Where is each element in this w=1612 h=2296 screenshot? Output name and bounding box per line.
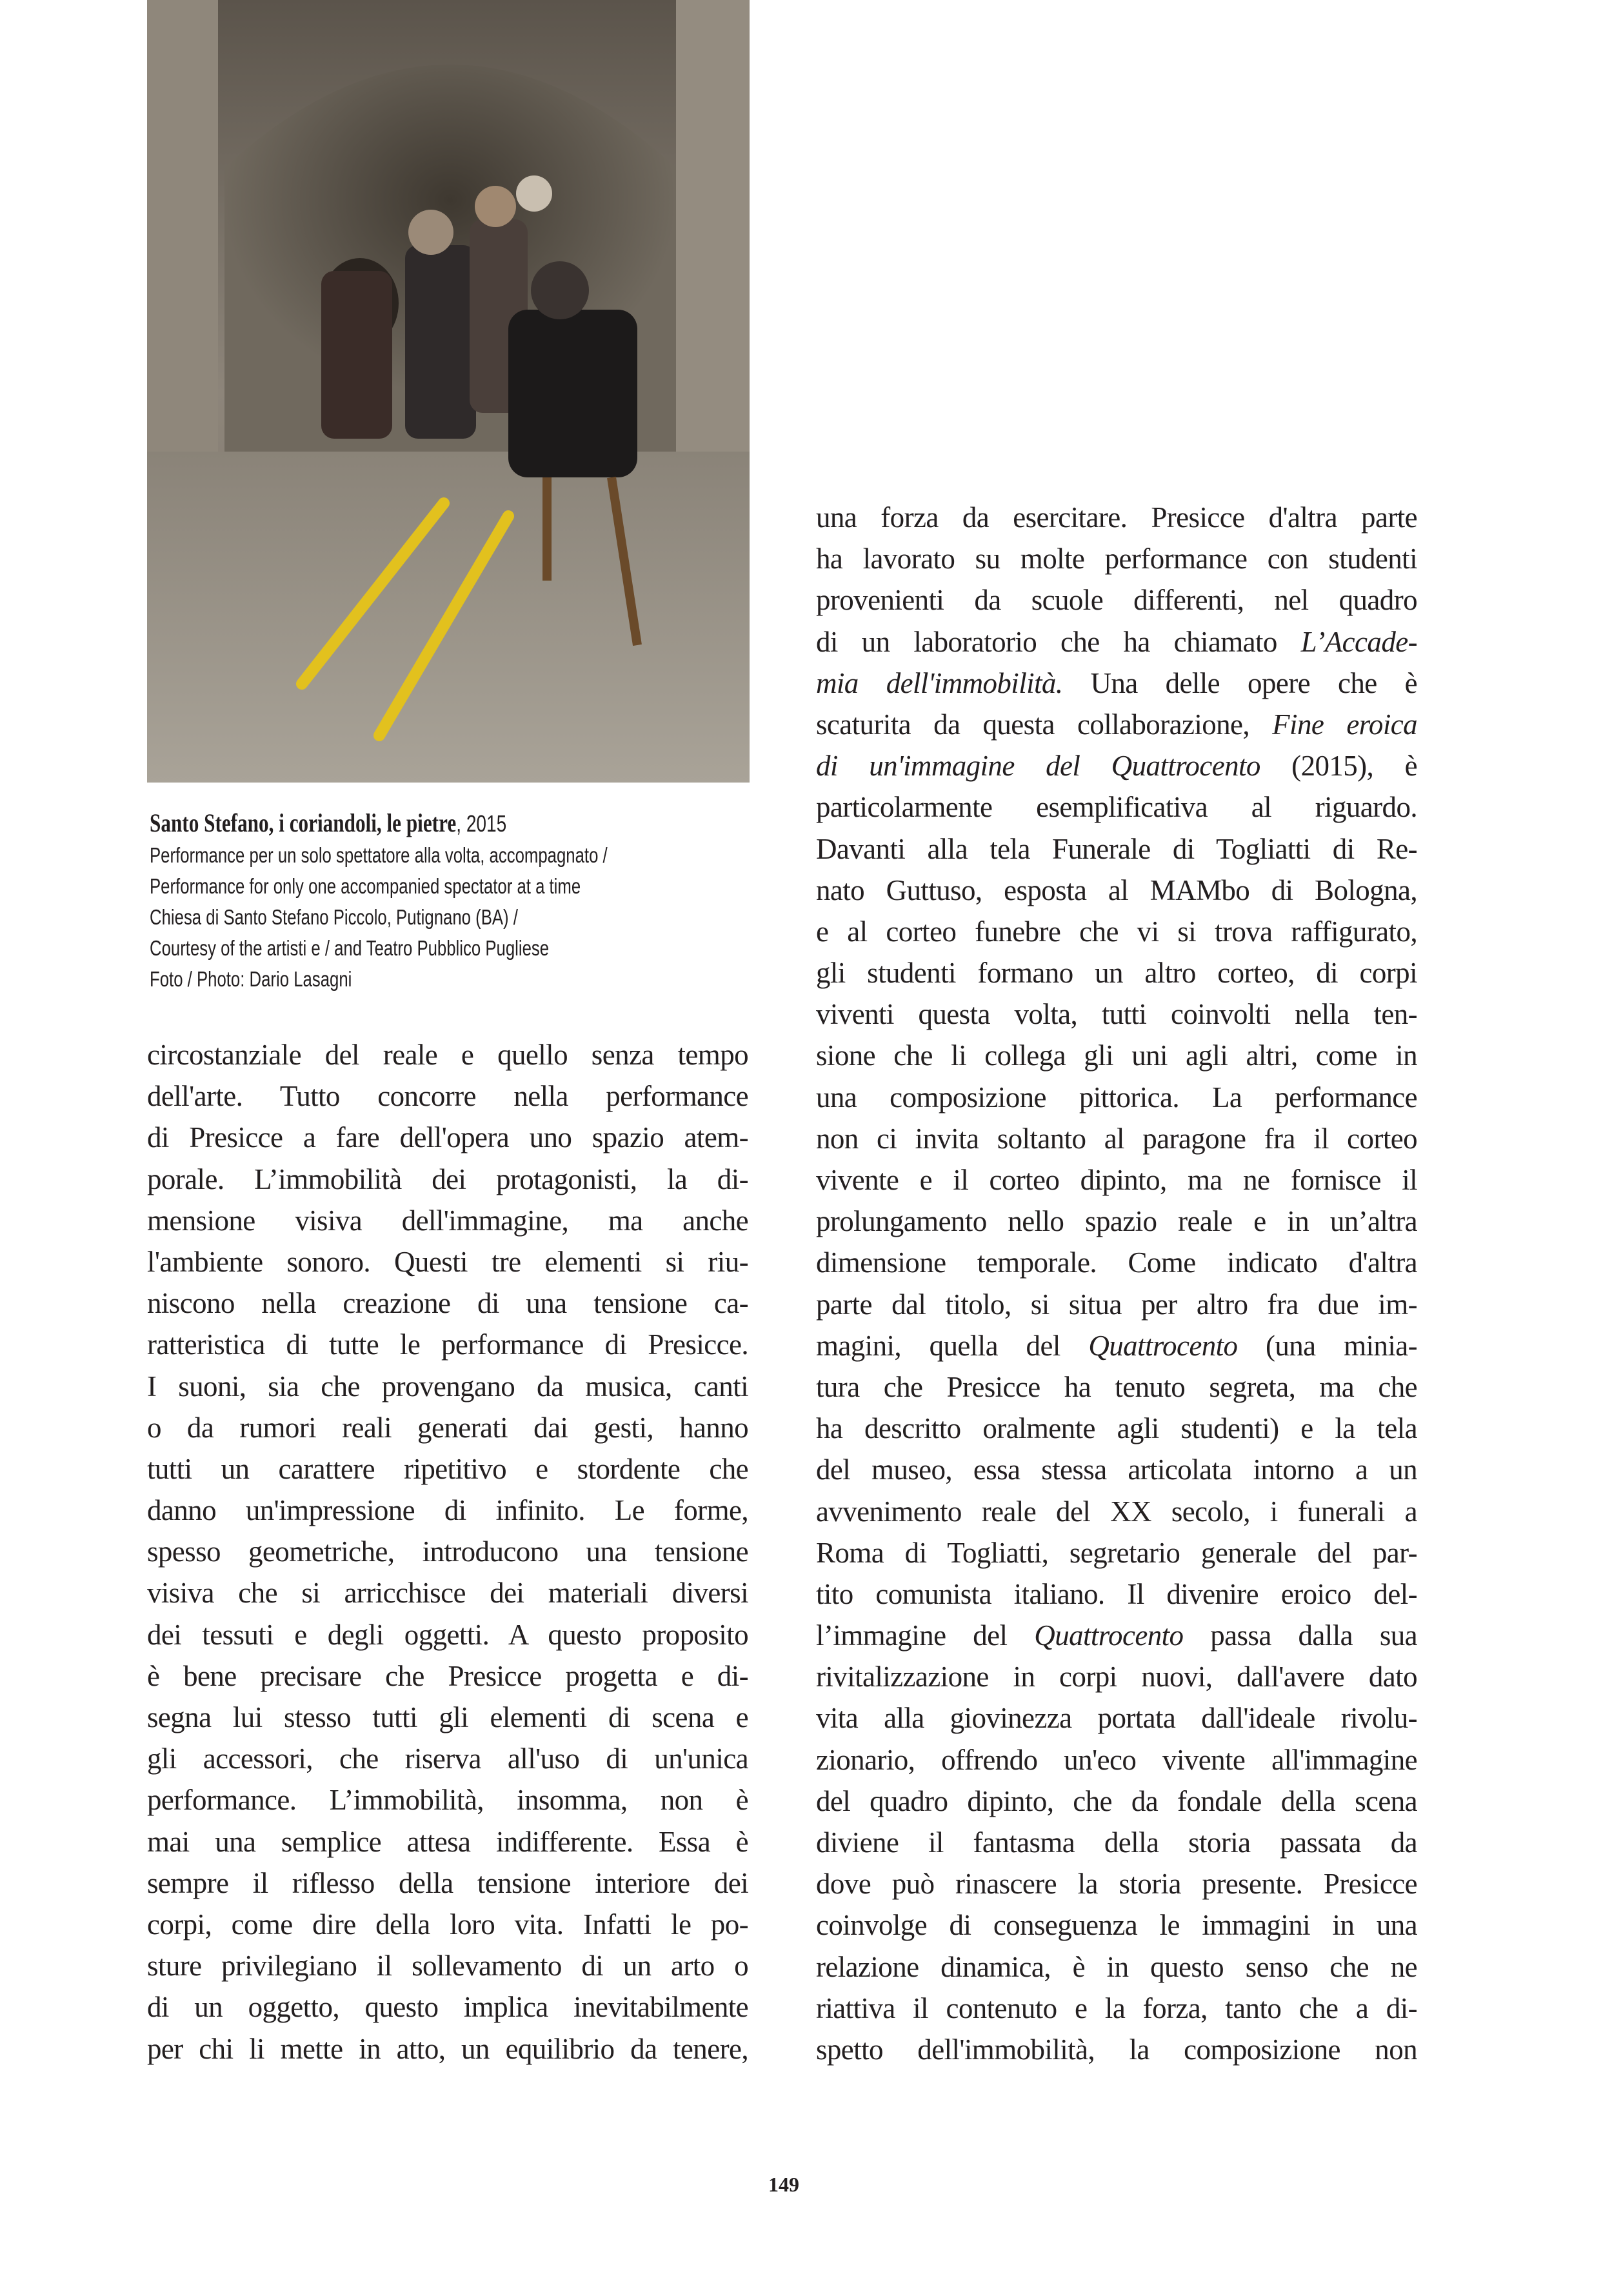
italic-title-text: L’Accade- bbox=[1300, 625, 1417, 658]
text-line bbox=[816, 1118, 1417, 1159]
text-line bbox=[816, 1781, 1417, 1822]
text-line bbox=[816, 1366, 1417, 1408]
body-text-left-column bbox=[147, 1034, 748, 2070]
text-segment: dimensione temporale. Come indicato d'altra bbox=[816, 1246, 1417, 1279]
text-line bbox=[816, 621, 1417, 663]
caption-line: Performance per un solo spettatore alla volta, accompagnato / bbox=[150, 843, 608, 867]
text-segment: dei tessuti e degli oggetti. A questo proposito bbox=[147, 1618, 748, 1651]
text-segment: spesso geometriche, introducono una tensione bbox=[147, 1535, 748, 1568]
text-segment: dove può rinascere la storia presente. Presicce bbox=[816, 1868, 1417, 1901]
text-line bbox=[816, 1035, 1417, 1076]
text-line bbox=[147, 1448, 748, 1490]
italic-title-text: mia dell'immobilità. bbox=[816, 666, 1063, 699]
text-segment: non ci invita soltanto al paragone fra il corteo bbox=[816, 1122, 1417, 1155]
text-line bbox=[816, 870, 1417, 911]
text-segment: vivente e il corteo dipinto, ma ne fornisce il bbox=[816, 1164, 1417, 1196]
text-segment: l’immagine del bbox=[816, 1619, 1035, 1652]
text-line bbox=[147, 1200, 748, 1241]
text-segment: tutti un carattere ripetitivo e stordente che bbox=[147, 1452, 748, 1485]
text-segment: coinvolge di conseguenza le immagini in una bbox=[816, 1909, 1417, 1942]
text-line bbox=[816, 1863, 1417, 1904]
caption-line: Performance for only one accompanied spectator at a time bbox=[150, 874, 581, 898]
text-segment: zionario, offrendo un'eco vivente all'immagine bbox=[816, 1743, 1417, 1776]
text-line bbox=[816, 1284, 1417, 1325]
text-segment: di un oggetto, questo implica inevitabilmente bbox=[147, 1991, 748, 2024]
text-line bbox=[147, 1738, 748, 1779]
performance-photo bbox=[147, 0, 750, 783]
italic-title-text: Quattrocento bbox=[1088, 1329, 1238, 1362]
text-line bbox=[816, 1532, 1417, 1573]
text-line bbox=[816, 1159, 1417, 1201]
text-segment: spetto dell'immobilità, la composizione non bbox=[816, 2033, 1417, 2066]
text-segment: ha lavorato su molte performance con studenti bbox=[816, 543, 1417, 575]
text-segment: porale. L’immobilità dei protagonisti, la di- bbox=[147, 1163, 748, 1195]
text-line bbox=[816, 745, 1417, 786]
caption-line: Chiesa di Santo Stefano Piccolo, Putignano (BA) / bbox=[150, 905, 518, 929]
text-line bbox=[147, 1159, 748, 1200]
text-line bbox=[816, 1325, 1417, 1366]
text-segment: passa dalla sua bbox=[1183, 1619, 1418, 1652]
text-segment: mensione visiva dell'immagine, ma anche bbox=[147, 1204, 748, 1237]
text-line bbox=[816, 1904, 1417, 1946]
text-segment: vita alla giovinezza portata dall'ideale rivolu- bbox=[816, 1702, 1417, 1735]
text-segment: I suoni, sia che provengano da musica, canti bbox=[147, 1370, 748, 1403]
text-segment: magini, quella del bbox=[816, 1329, 1089, 1362]
body-text-right-column bbox=[816, 497, 1417, 2070]
text-line bbox=[147, 1034, 748, 1075]
text-line bbox=[816, 786, 1417, 828]
text-line bbox=[147, 1490, 748, 1531]
text-line bbox=[816, 704, 1417, 745]
text-line bbox=[816, 1077, 1417, 1118]
text-segment: corpi, come dire della loro vita. Infatti le po- bbox=[147, 1908, 748, 1941]
text-segment: tito comunista italiano. Il divenire eroico del- bbox=[816, 1577, 1417, 1610]
text-segment: gli studenti formano un altro corteo, di corpi bbox=[816, 957, 1417, 990]
text-segment: relazione dinamica, è in questo senso che ne bbox=[816, 1950, 1417, 1983]
text-line bbox=[816, 1946, 1417, 1988]
text-segment: Davanti alla tela Funerale di Togliatti di Re- bbox=[816, 832, 1417, 865]
text-segment: sione che li collega gli uni agli altri, come in bbox=[816, 1039, 1417, 1072]
text-line bbox=[816, 1822, 1417, 1863]
text-line bbox=[147, 1821, 748, 1862]
text-segment: Una delle opere che è bbox=[1062, 666, 1417, 699]
text-segment: Roma di Togliatti, segretario generale del par- bbox=[816, 1536, 1417, 1569]
text-segment: (una minia- bbox=[1237, 1329, 1417, 1362]
text-line bbox=[147, 1655, 748, 1697]
text-segment: rivitalizzazione in corpi nuovi, dall'avere dato bbox=[816, 1661, 1417, 1693]
text-segment: ratteristica di tutte le performance di Presicce. bbox=[147, 1328, 748, 1361]
photo-caption bbox=[150, 808, 703, 995]
text-line bbox=[147, 1366, 748, 1407]
text-line bbox=[816, 1408, 1417, 1449]
text-line bbox=[816, 579, 1417, 621]
text-segment: tura che Presicce ha tenuto segreta, ma che bbox=[816, 1370, 1417, 1403]
italic-title-text: Quattrocento bbox=[1034, 1619, 1184, 1652]
text-line bbox=[816, 952, 1417, 993]
caption-title-line bbox=[150, 808, 703, 840]
text-segment: dell'arte. Tutto concorre nella performance bbox=[147, 1080, 748, 1113]
text-segment: parte dal titolo, si situa per altro fra due im- bbox=[816, 1288, 1417, 1321]
page-number: 149 bbox=[768, 2173, 799, 2196]
text-line bbox=[147, 1986, 748, 2028]
caption-line: Foto / Photo: Dario Lasagni bbox=[150, 967, 352, 991]
caption-line: Courtesy of the artisti e / and Teatro Pubblico Pugliese bbox=[150, 936, 550, 960]
text-segment: sempre il riflesso della tensione interiore dei bbox=[147, 1866, 748, 1899]
text-segment: diviene il fantasma della storia passata da bbox=[816, 1826, 1417, 1859]
text-line bbox=[147, 1779, 748, 1821]
text-line bbox=[816, 1201, 1417, 1242]
text-line bbox=[147, 1117, 748, 1158]
text-line bbox=[147, 1697, 748, 1738]
text-segment: riattiva il contenuto e la forza, tanto che a di- bbox=[816, 1992, 1417, 2024]
text-segment: di un laboratorio che ha chiamato bbox=[816, 625, 1301, 658]
text-line bbox=[816, 828, 1417, 870]
text-line bbox=[816, 663, 1417, 704]
text-line bbox=[816, 993, 1417, 1035]
text-segment: danno un'impressione di infinito. Le forme, bbox=[147, 1494, 748, 1527]
text-segment: mai una semplice attesa indifferente. Essa è bbox=[147, 1825, 748, 1858]
text-line bbox=[816, 1739, 1417, 1781]
text-line bbox=[147, 1614, 748, 1655]
text-segment: prolungamento nello spazio reale e in un’altra bbox=[816, 1205, 1417, 1238]
text-segment: niscono nella creazione di una tensione ca- bbox=[147, 1287, 748, 1320]
text-segment: una composizione pittorica. La performance bbox=[816, 1081, 1417, 1113]
text-line bbox=[816, 1656, 1417, 1697]
text-line bbox=[147, 1945, 748, 1986]
text-line bbox=[147, 1075, 748, 1117]
text-segment: gli accessori, che riserva all'uso di un'unica bbox=[147, 1742, 748, 1775]
text-line bbox=[147, 1241, 748, 1283]
text-line bbox=[816, 1242, 1417, 1283]
italic-title-text: Fine eroica bbox=[1272, 708, 1418, 741]
text-segment: l'ambiente sonoro. Questi tre elementi si riu- bbox=[147, 1245, 748, 1278]
text-segment: viventi questa volta, tutti coinvolti nella ten- bbox=[816, 998, 1417, 1031]
text-line bbox=[816, 911, 1417, 952]
text-line bbox=[816, 1573, 1417, 1615]
text-segment: o da rumori reali generati dai gesti, hanno bbox=[147, 1411, 748, 1444]
text-line bbox=[816, 1988, 1417, 2029]
text-line bbox=[147, 1862, 748, 1904]
text-segment: segna lui stesso tutti gli elementi di scena e bbox=[147, 1701, 748, 1733]
text-line bbox=[816, 1449, 1417, 1490]
caption-title: Santo Stefano, i coriandoli, le pietre bbox=[150, 808, 457, 837]
text-line bbox=[147, 1407, 748, 1448]
text-segment: e al corteo funebre che vi si trova raffigurato, bbox=[816, 915, 1417, 948]
text-segment: particolarmente esemplificativa al riguardo. bbox=[816, 791, 1417, 824]
text-line bbox=[147, 1283, 748, 1324]
text-segment: è bene precisare che Presicce progetta e di- bbox=[147, 1659, 748, 1692]
text-line bbox=[147, 1324, 748, 1365]
text-line bbox=[816, 1615, 1417, 1656]
text-segment: del quadro dipinto, che da fondale della scena bbox=[816, 1784, 1417, 1817]
text-line bbox=[816, 538, 1417, 579]
text-line bbox=[147, 1531, 748, 1572]
text-line bbox=[147, 1572, 748, 1613]
text-segment: del museo, essa stessa articolata intorno a un bbox=[816, 1453, 1417, 1486]
text-segment: scaturita da questa collaborazione, bbox=[816, 708, 1273, 741]
text-line bbox=[147, 1904, 748, 1945]
italic-title-text: di un'immagine del Quattrocento bbox=[816, 750, 1260, 783]
text-segment: sture privilegiano il sollevamento di un arto o bbox=[147, 1950, 748, 1982]
text-line bbox=[816, 1491, 1417, 1532]
caption-year: , 2015 bbox=[456, 810, 507, 837]
text-segment: avvenimento reale del XX secolo, i funerali a bbox=[816, 1495, 1417, 1528]
text-segment: (2015), è bbox=[1260, 750, 1417, 783]
text-segment: ha descritto oralmente agli studenti) e la tela bbox=[816, 1412, 1417, 1445]
text-segment: di Presicce a fare dell'opera uno spazio atem- bbox=[147, 1121, 748, 1154]
text-line bbox=[816, 497, 1417, 538]
text-line bbox=[816, 2029, 1417, 2070]
text-segment: provenienti da scuole differenti, nel quadro bbox=[816, 584, 1417, 617]
text-segment: circostanziale del reale e quello senza tempo bbox=[147, 1039, 748, 1071]
text-segment: per chi li mette in atto, un equilibrio da tenere, bbox=[147, 2032, 748, 2065]
text-line bbox=[816, 1697, 1417, 1739]
text-segment: visiva che si arricchisce dei materiali diversi bbox=[147, 1577, 748, 1610]
text-segment: nato Guttuso, esposta al MAMbo di Bologna, bbox=[816, 873, 1417, 906]
text-segment: performance. L’immobilità, insomma, non è bbox=[147, 1784, 748, 1817]
text-line bbox=[147, 2028, 748, 2070]
photo-illustration bbox=[147, 0, 750, 783]
text-segment: una forza da esercitare. Presicce d'altra parte bbox=[816, 501, 1417, 534]
